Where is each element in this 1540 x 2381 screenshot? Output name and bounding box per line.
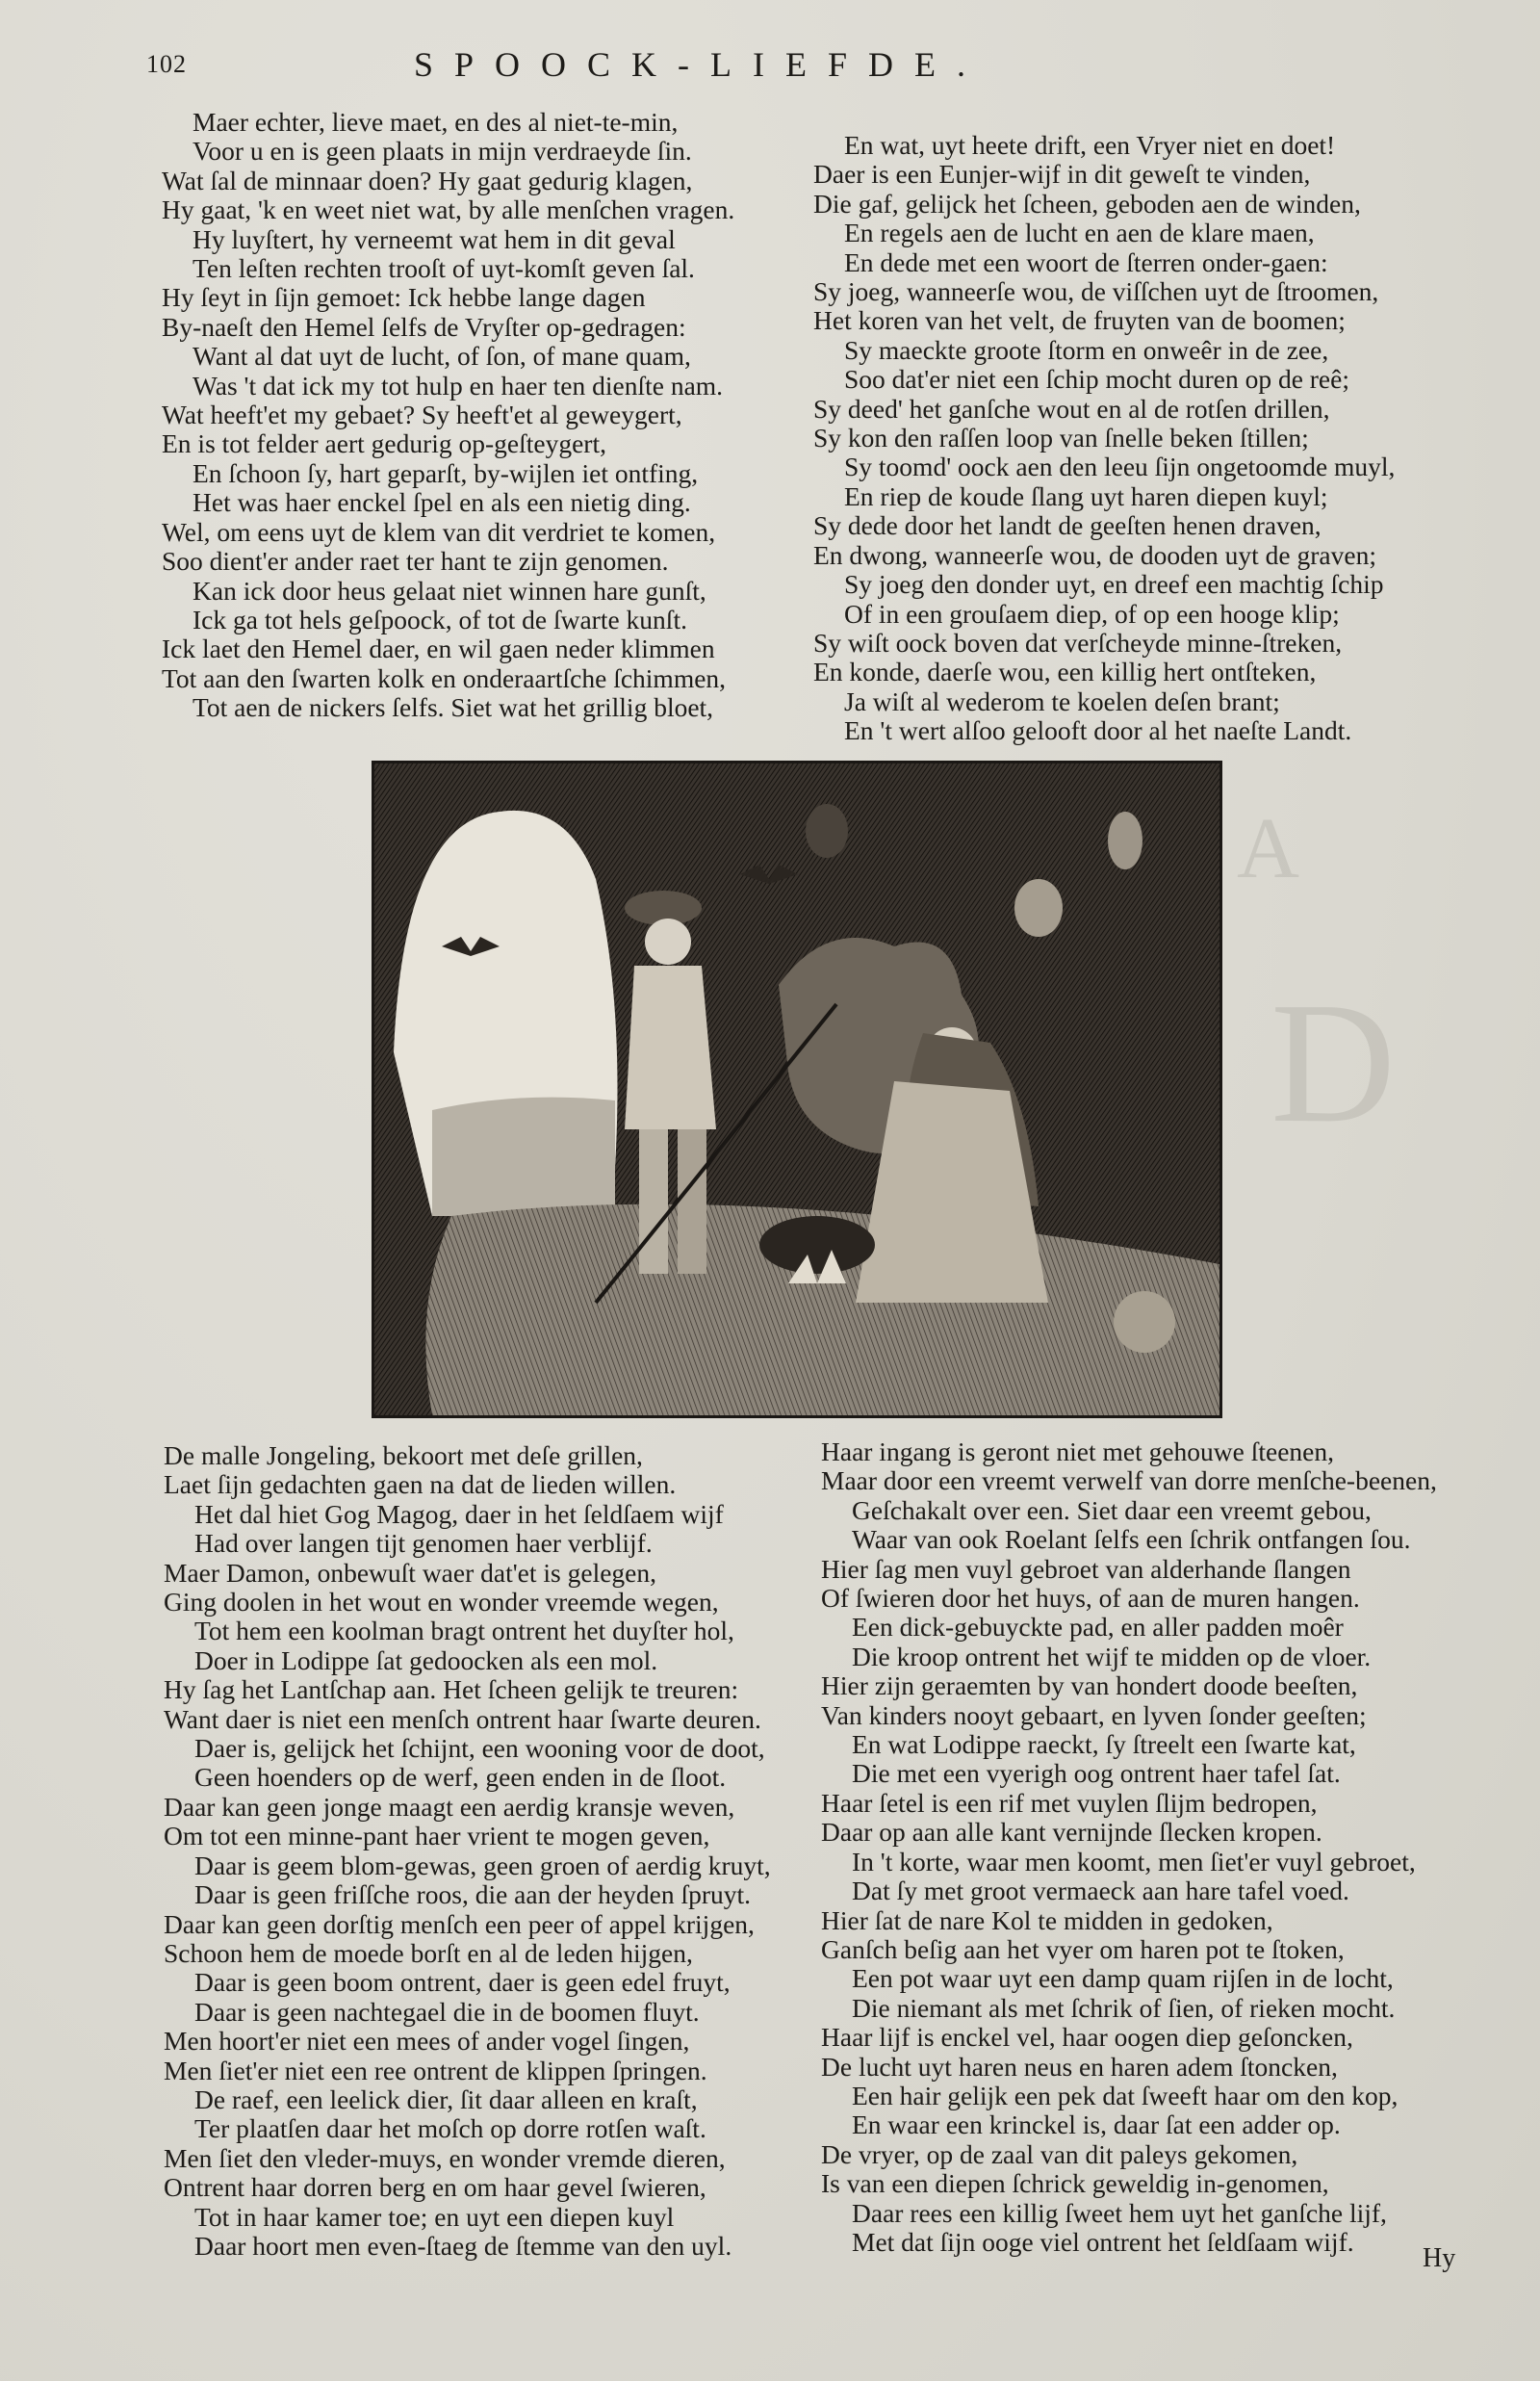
verse-line: Voor u en is geen plaats in mijn verdraeyde ſin. xyxy=(192,136,692,167)
verse-line: Die kroop ontrent het wijf te midden op de vloer. xyxy=(852,1641,1372,1671)
poem-column-bottom-right xyxy=(821,1437,1466,2257)
verse-line: Daar hoort men even-ſtaeg de ſtemme van den uyl. xyxy=(194,2230,732,2261)
verse-line: Tot hem een koolman bragt ontrent het duyſter hol, xyxy=(194,1616,734,1646)
verse-line: By-naeſt den Hemel ſelfs de Vryſter op-gedragen: xyxy=(162,311,686,342)
running-title: SPOOCK-LIEFDE. xyxy=(414,45,988,84)
verse-line: Die met een vyerigh oog ontrent haer tafel ſat. xyxy=(852,1758,1341,1789)
verse-line: En riep de koude ſlang uyt haren diepen kuyl; xyxy=(844,480,1328,511)
verse-line: Wat ſal de minnaar doen? Hy gaat gedurig klagen, xyxy=(162,165,693,195)
verse-line: Ick laet den Hemel daer, en wil gaen neder klimmen xyxy=(162,634,715,664)
verse-line: Sy maeckte groote ſtorm en onweêr in de zee, xyxy=(844,334,1329,365)
verse-line: Soo dat'er niet een ſchip mocht duren op de reê; xyxy=(844,364,1349,395)
verse-line: Ganſch beſig aan het vyer om haren pot te ſtoken, xyxy=(821,1933,1345,1964)
verse-line: Het koren van het velt, de fruyten van de boomen; xyxy=(813,305,1346,336)
poem-column-bottom-left xyxy=(164,1441,808,2261)
verse-line: Hy ſeyt in ſijn gemoet: Ick hebbe lange dagen xyxy=(162,282,646,313)
witch-cave-engraving xyxy=(372,761,1222,1418)
verse-line: Daer is een Eunjer-wijf in dit geweſt te vinden, xyxy=(813,159,1311,190)
verse-line: Laet ſijn gedachten gaen na dat de lieden willen. xyxy=(164,1469,677,1500)
poem-column-top-right xyxy=(813,131,1468,746)
verse-line: Hier ſag men vuyl gebroet van alderhande ſlangen xyxy=(821,1553,1351,1584)
verse-line: Maer echter, lieve maet, en des al niet-te-min, xyxy=(192,107,679,137)
verse-line: Een hair gelijk een pek dat ſweeft haar om den kop, xyxy=(852,2080,1399,2110)
verse-line: Ick ga tot hels geſpoock, of tot de ſwarte kunſt. xyxy=(192,604,687,634)
verse-line: Want al dat uyt de lucht, of ſon, of mane quam, xyxy=(192,341,691,372)
verse-line: Is van een diepen ſchrick geweldig in-genomen, xyxy=(821,2168,1329,2199)
verse-line: Soo dient'er ander raet ter hant te zijn genomen. xyxy=(162,546,669,577)
verse-line: Sy kon den raſſen loop van ſnelle beken ſtillen; xyxy=(813,423,1309,453)
verse-line: Sy toomd' oock aen den leeu ſijn ongetoomde muyl, xyxy=(844,452,1396,482)
verse-line: Dat ſy met groot vermaeck aan hare tafel voed. xyxy=(852,1876,1349,1906)
verse-line: Tot aen de nickers ſelfs. Siet wat het grillig bloet, xyxy=(192,692,714,723)
verse-line: Het was haer enckel ſpel en als een nietig ding. xyxy=(192,487,691,518)
verse-line: Kan ick door heus gelaat niet winnen hare gunſt, xyxy=(192,575,706,606)
verse-line: Waar van ook Roelant ſelfs een ſchrik ontfangen ſou. xyxy=(852,1524,1411,1555)
verse-line: En wat, uyt heete drift, een Vryer niet en doet! xyxy=(844,130,1336,160)
verse-line: En ſchoon ſy, hart geparſt, by-wijlen iet ontfing, xyxy=(192,457,699,488)
verse-line: Daar kan geen dorſtig menſch een peer of appel krijgen, xyxy=(164,1908,755,1939)
verse-line: Want daer is niet een menſch ontrent haar ſwarte deuren. xyxy=(164,1703,761,1734)
verse-line: Ten leſten rechten trooſt of uyt-komſt geven ſal. xyxy=(192,253,695,284)
verse-line: Sy joeg, wanneerſe wou, de viſſchen uyt de ſtroomen, xyxy=(813,276,1379,307)
verse-line: Hy luyſtert, hy verneemt wat hem in dit geval xyxy=(192,223,676,254)
verse-line: Was 't dat ick my tot hulp en haer ten dienſte nam. xyxy=(192,370,724,401)
verse-line: Daar is geen nachtegael die in de boomen fluyt. xyxy=(194,1996,700,2027)
verse-line: In 't korte, waar men koomt, men ſiet'er vuyl gebroet, xyxy=(852,1846,1416,1876)
verse-line: Of in een grouſaem diep, of op een hooge klip; xyxy=(844,598,1340,629)
verse-line: En regels aen de lucht en aen de klare maen, xyxy=(844,218,1315,248)
verse-line: Daar is geem blom-gewas, geen groen of aerdig kruyt, xyxy=(194,1850,771,1880)
verse-line: Tot in haar kamer toe; en uyt een diepen kuyl xyxy=(194,2201,675,2232)
verse-line: Of ſwieren door het huys, of aan de muren hangen. xyxy=(821,1583,1360,1614)
verse-line: Ter plaatſen daar het moſch op dorre rotſen waſt. xyxy=(194,2113,706,2144)
verse-line: Sy dede door het landt de geeſten henen draven, xyxy=(813,510,1322,541)
verse-line: Van kinders nooyt gebaart, en lyven ſonder geeſten; xyxy=(821,1699,1367,1730)
verse-line: Daar rees een killig ſweet hem uyt het ganſche lijf, xyxy=(852,2197,1387,2228)
show-through-initial-d: D xyxy=(1270,967,1396,1158)
verse-line: Hier ſat de nare Kol te midden in gedoken, xyxy=(821,1904,1273,1935)
verse-line: En dwong, wanneerſe wou, de dooden uyt de graven; xyxy=(813,539,1376,570)
verse-line: Daar op aan alle kant vernijnde ſlecken kropen. xyxy=(821,1817,1322,1848)
verse-line: Haar lijf is enckel vel, haar oogen diep geſoncken, xyxy=(821,2022,1353,2053)
verse-line: Men hoort'er niet een mees of ander vogel ſingen, xyxy=(164,2026,690,2057)
poem-column-top-left xyxy=(162,108,797,723)
verse-line: Om tot een minne-pant haer vrient te mogen geven, xyxy=(164,1821,710,1851)
verse-line: Een pot waar uyt een damp quam rijſen in de locht, xyxy=(852,1963,1394,1994)
verse-line: Het dal hiet Gog Magog, daer in het ſeldſaem wijf xyxy=(194,1498,724,1529)
verse-line: Daar kan geen jonge maagt een aerdig kransje weven, xyxy=(164,1791,735,1822)
verse-line: Daar is geen boom ontrent, daer is geen edel fruyt, xyxy=(194,1967,731,1998)
verse-line: De raef, een leelick dier, ſit daar alleen en kraſt, xyxy=(194,2083,698,2114)
verse-line: Tot aan den ſwarten kolk en onderaartſche ſchimmen, xyxy=(162,662,727,693)
verse-line: Sy joeg den donder uyt, en dreef een machtig ſchip xyxy=(844,569,1384,600)
verse-line: Had over langen tijt genomen haer verblijf. xyxy=(194,1528,653,1559)
verse-line: Een dick-gebuyckte pad, en aller padden moêr xyxy=(852,1612,1344,1643)
verse-line: En konde, daerſe wou, een killig hert ontſteken, xyxy=(813,657,1317,687)
verse-line: Wel, om eens uyt de klem van dit verdriet te komen, xyxy=(162,516,716,547)
verse-line: Men ſiet'er niet een ree ontrent de klippen ſpringen. xyxy=(164,2055,707,2085)
verse-line: Doer in Lodippe ſat gedoocken als een mol. xyxy=(194,1644,658,1675)
verse-line: En wat Lodippe raeckt, ſy ſtreelt een ſwarte kat, xyxy=(852,1729,1356,1760)
verse-line: Haar ſetel is een rif met vuylen ſlijm bedropen, xyxy=(821,1787,1318,1818)
verse-line: Met dat ſijn ooge viel ontrent het ſeldſaam wijf. xyxy=(852,2226,1354,2257)
verse-line: En dede met een woort de ſterren onder-gaen: xyxy=(844,246,1328,277)
verse-line: Geen hoenders op de werf, geen enden in de ſloot. xyxy=(194,1762,727,1793)
verse-line: Schoon hem de moede borſt en al de leden hijgen, xyxy=(164,1937,693,1968)
verse-line: Die niemant als met ſchrik of ſien, of rieken mocht. xyxy=(852,1992,1396,2023)
verse-line: Daar is geen friſſche roos, die aan der heyden ſpruyt. xyxy=(194,1879,752,1910)
verse-line: De vryer, op de zaal van dit paleys gekomen, xyxy=(821,2138,1298,2169)
verse-line: Hy gaat, 'k en weet niet wat, by alle menſchen vragen. xyxy=(162,194,735,225)
verse-line: Sy wiſt oock boven dat verſcheyde minne-ſtreken, xyxy=(813,627,1343,658)
verse-line: Die gaf, gelijck het ſcheen, geboden aen de winden, xyxy=(813,188,1361,219)
verse-line: Sy deed' het ganſche wout en al de rotſen drillen, xyxy=(813,393,1330,424)
verse-line: Hy ſag het Lantſchap aan. Het ſcheen gelijk te treuren: xyxy=(164,1674,739,1705)
verse-line: Geſchakalt over een. Siet daar een vreemt gebou, xyxy=(852,1494,1372,1525)
verse-line: Ontrent haar dorren berg en om haar gevel ſwieren, xyxy=(164,2172,706,2203)
verse-line: Ging doolen in het wout en wonder vreemde wegen, xyxy=(164,1587,719,1618)
engraving-illustration-icon xyxy=(374,763,1219,1415)
verse-line: Daer is, gelijck het ſchijnt, een wooning voor de doot, xyxy=(194,1733,765,1764)
verse-line: Haar ingang is geront niet met gehouwe ſteenen, xyxy=(821,1436,1335,1466)
verse-line: Maar door een vreemt verwelf van dorre menſche-beenen, xyxy=(821,1465,1437,1496)
page-number: 102 xyxy=(146,50,187,78)
verse-line: En waar een krinckel is, daar ſat een adder op. xyxy=(852,2109,1341,2140)
verse-line: Ja wiſt al wederom te koelen deſen brant; xyxy=(844,686,1280,716)
verse-line: De malle Jongeling, bekoort met deſe grillen, xyxy=(164,1440,643,1470)
catchword: Hy xyxy=(1423,2243,1456,2273)
verse-line: Wat heeft'et my gebaet? Sy heeft'et al geweygert, xyxy=(162,400,682,430)
verse-line: Men ſiet den vleder-muys, en wonder vremde dieren, xyxy=(164,2142,726,2173)
verse-line: En is tot felder aert gedurig op-geſteygert, xyxy=(162,428,606,459)
verse-line: En 't wert alſoo gelooft door al het naeſte Landt. xyxy=(844,715,1352,746)
verse-line: Maer Damon, onbewuſt waer dat'et is gelegen, xyxy=(164,1557,656,1588)
verse-line: De lucht uyt haren neus en haren adem ſtoncken, xyxy=(821,2051,1338,2082)
verse-line: Hier zijn geraemten by van hondert doode beeſten, xyxy=(821,1670,1358,1701)
show-through-letter-a: A xyxy=(1237,801,1299,896)
